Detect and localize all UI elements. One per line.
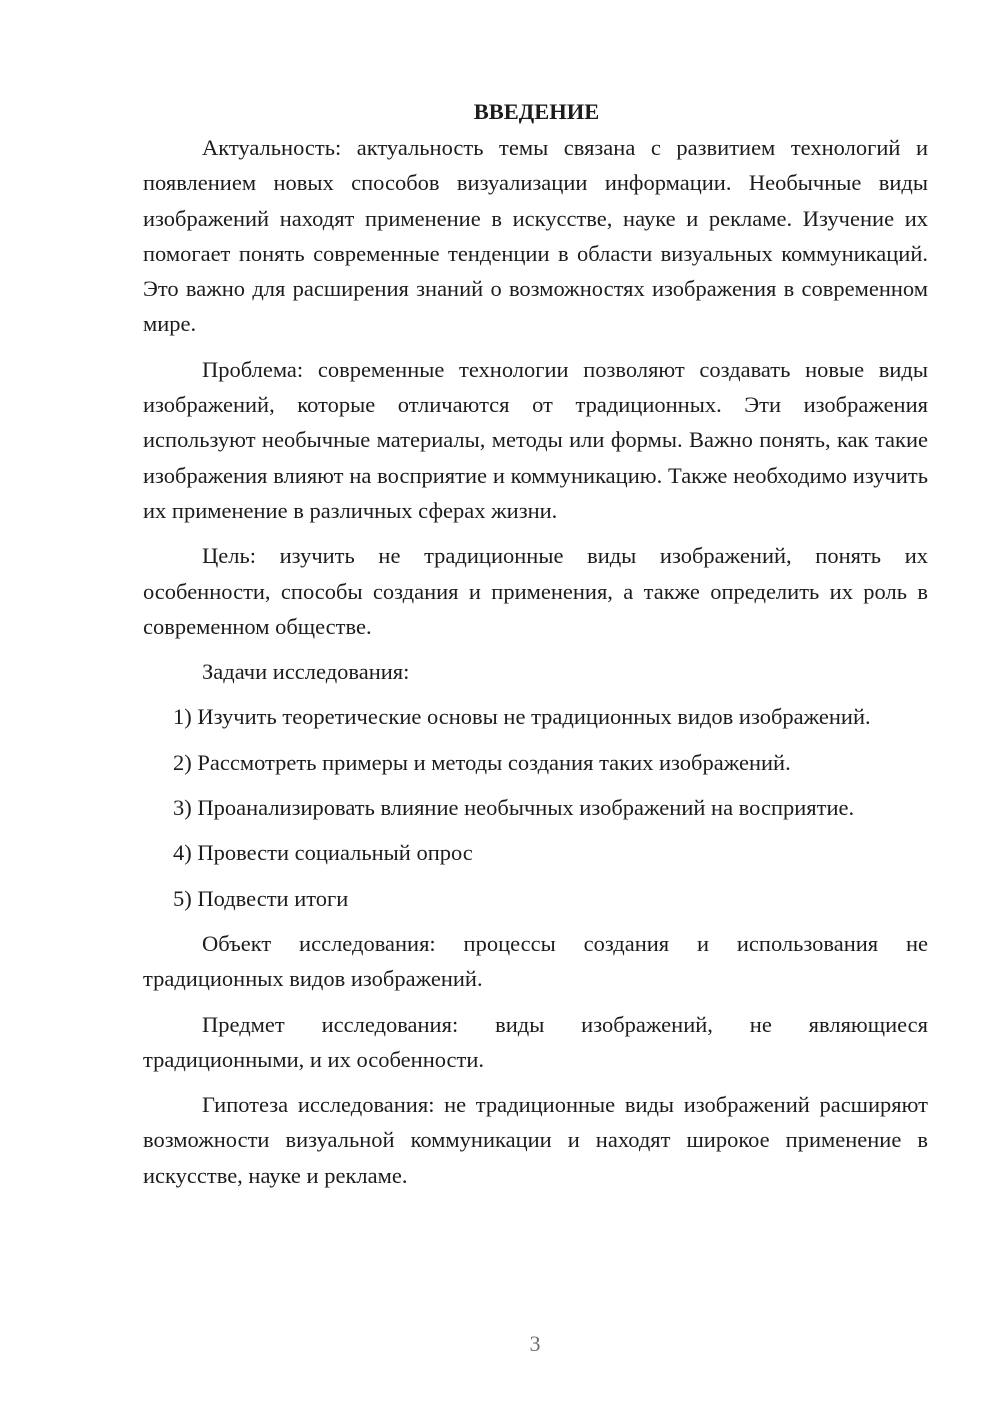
subject-paragraph: Предмет исследования: виды изображений, не являющиеся традиционными, и их особенности. <box>143 1011 928 1072</box>
problem-paragraph: Проблема: современные технологии позволяют создавать новые виды изображений, которые отличаются от традиционных. Эти изображения используют необычные материалы, методы или формы. Важно понять, как такие изображения влияют на восприятие и коммуникацию. Также необходимо изучить их применение в различных сферах жизни. <box>143 356 928 523</box>
page-number: 3 <box>529 1331 541 1356</box>
object-paragraph: Объект исследования: процессы создания и использования не традиционных видов изображений. <box>143 930 928 992</box>
hypothesis-paragraph: Гипотеза исследования: не традиционные виды изображений расширяют возможности визуальной коммуникации и находят широкое применение в искусстве, науке и рекламе. <box>143 1092 928 1188</box>
task-item-5: 5) Подвести итоги <box>173 885 349 911</box>
task-item-3: 3) Проанализировать влияние необычных изображений на восприятие. <box>173 795 855 821</box>
document-page <box>143 94 928 1203</box>
task-item-1: 1) Изучить теоретические основы не традиционных видов изображений. <box>173 704 871 730</box>
section-title: ВВЕДЕНИЕ <box>473 99 600 124</box>
goal-paragraph: Цель: изучить не традиционные виды изображений, понять их особенности, способы создания и применения, а также определить их роль в современном обществе. <box>143 543 928 639</box>
task-item-2: 2) Рассмотреть примеры и методы создания таких изображений. <box>173 749 791 775</box>
task-item-4: 4) Провести социальный опрос <box>173 840 473 866</box>
tasks-heading: Задачи исследования: <box>202 659 410 685</box>
relevance-paragraph: Актуальность: актуальность темы связана с развитием технологий и появлением новых способов визуализации информации. Необычные виды изображений находят применение в искусстве, науке и рекламе. Изучение их помогает понять современные тенденции в области визуальных коммуникаций. Это важно для расширения знаний о возможностях изображения в современном мире. <box>143 135 928 337</box>
